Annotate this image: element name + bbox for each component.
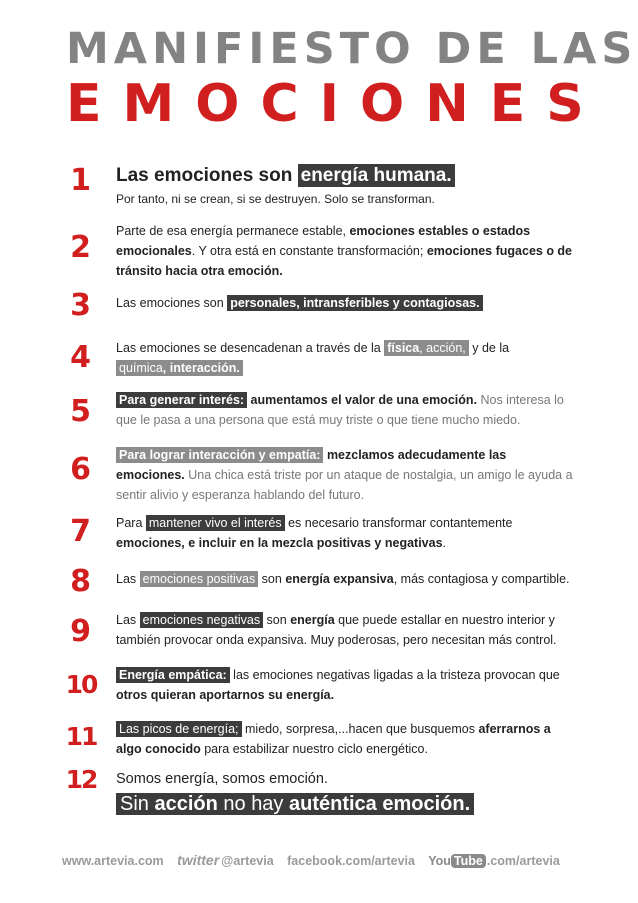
manifesto-item-12 [116,768,576,818]
item-7-bold: emociones, e incluir en la mezcla positivas y negativas [116,536,443,550]
manifesto-item-5 [116,390,576,430]
item-4-highlight-1b: , acción, [419,341,466,355]
item-4-text-a: Las emociones se desencadenan a través de la [116,341,385,355]
item-1-subtext: Por tanto, ni se crean, si se destruyen. Solo se transforman. [116,192,435,206]
item-10-bold: otros quieran aportarnos su energía. [116,688,335,702]
manifesto-item-3 [116,293,576,313]
item-6-grey-text: Una chica está triste por un ataque de nostalgia, un amigo le ayuda a sentir alivio y esperanza hablando del futuro. [116,468,573,502]
item-3-text: Las emociones son [116,296,228,310]
item-7-text-d: . [442,536,447,550]
item-12-bold-1: acción [154,793,218,815]
manifesto-item-7 [116,513,576,553]
item-2-bold-1: emociones estables o estados emocionales [116,224,531,258]
item-9-bold: energía [290,613,335,627]
item-8-text-a: Las [116,572,140,586]
item-9-text-c: son [263,613,291,627]
footer-website[interactable]: www.artevia.com [62,854,164,868]
manifesto-item-2 [116,221,576,281]
item-7-text-c: es necesario transformar contantemente [284,516,513,530]
item-number-4: 4 [70,340,90,375]
item-number-7: 7 [70,514,90,549]
youtube-icon: You [428,854,451,868]
item-9-text-d: que puede estallar en nuestro interior y también provocar onda expansiva. Muy poderosas, pero necesitan más control. [116,613,557,647]
item-4-highlight-1: física [387,341,420,355]
item-4-highlight-2b: , interacción. [162,361,240,375]
item-8-text-c: son [258,572,286,586]
item-2-text-c: . Y otra está en constante transformación; [191,244,427,258]
item-12-bold-2: auténtica emoción. [289,793,471,815]
title-line-2: EMOCIONES [66,74,605,134]
item-10-highlight: Energía empática: [116,667,230,683]
item-9-text-a: Las [116,613,140,627]
manifesto-item-9 [116,610,576,650]
item-number-2: 2 [70,230,90,265]
item-11-text-c: para estabilizar nuestro ciclo energético. [200,742,428,756]
item-number-5: 5 [70,394,90,429]
title-line-1: MANIFIESTO DE LAS [66,24,638,74]
item-number-12: 12 [65,765,97,794]
manifesto-item-10 [116,665,576,705]
item-8-bold: energía expansiva [285,572,394,586]
item-5-highlight: Para generar interés: [116,392,247,408]
manifesto-item-6 [116,445,576,505]
footer [62,852,582,868]
item-1-highlight: energía humana. [298,164,455,187]
item-8-text-d: , más contagiosa y compartible. [393,572,570,586]
item-2-bold-2: emociones fugaces o de tránsito hacia otra emoción. [116,244,573,278]
item-6-highlight: Para lograr interacción y empatía: [116,447,323,463]
youtube-icon-tube: Tube [451,854,486,868]
item-3-highlight: personales, intransferibles y contagiosas. [227,295,482,311]
item-11-bold: aferrarnos a algo conocido [116,722,551,756]
item-12-line-1: Somos energía, somos emoción. [116,771,328,787]
item-12-text-p2: no hay [217,793,289,815]
manifesto-item-8 [116,569,576,589]
item-7-text-a: Para [116,516,146,530]
item-6-bold: mezclamos adecudamente las emociones. [116,448,507,482]
item-9-highlight: emociones negativas [140,612,263,628]
item-11-highlight: Las picos de energía; [116,721,242,737]
item-12-text-p1: Sin [120,793,155,815]
twitter-icon: twitter [177,852,220,868]
item-number-3: 3 [70,288,90,323]
item-4-highlight-2: química [119,361,163,375]
item-2-text-a: Parte de esa energía permanece estable, [116,224,350,238]
item-1-text: Las emociones son [116,165,298,186]
item-number-6: 6 [70,452,90,487]
item-number-1: 1 [70,163,90,198]
item-number-11: 11 [65,722,97,751]
item-7-highlight: mantener vivo el interés [146,515,285,531]
item-5-grey-text: Nos interesa lo que le pasa a una persona que está muy triste o que tiene mucho miedo. [116,393,564,427]
item-5-bold: aumentamos el valor de una emoción. [247,393,477,407]
item-10-text: las emociones negativas ligadas a la tristeza provocan que [229,668,560,682]
footer-facebook[interactable]: facebook.com/artevia [287,854,415,868]
item-12-final-banner [116,793,474,815]
item-8-highlight: emociones positivas [140,571,259,587]
manifesto-item-1 [116,163,576,209]
manifesto-item-4 [116,338,576,378]
footer-youtube-path[interactable]: .com/artevia [486,854,560,868]
item-4-text-c: y de la [468,341,510,355]
item-11-text-a: miedo, sorpresa,...hacen que busquemos [241,722,479,736]
footer-twitter-handle[interactable]: @artevia [221,854,274,868]
item-number-8: 8 [70,564,90,599]
manifesto-item-11 [116,719,576,759]
item-number-10: 10 [65,670,97,699]
item-number-9: 9 [70,614,90,649]
